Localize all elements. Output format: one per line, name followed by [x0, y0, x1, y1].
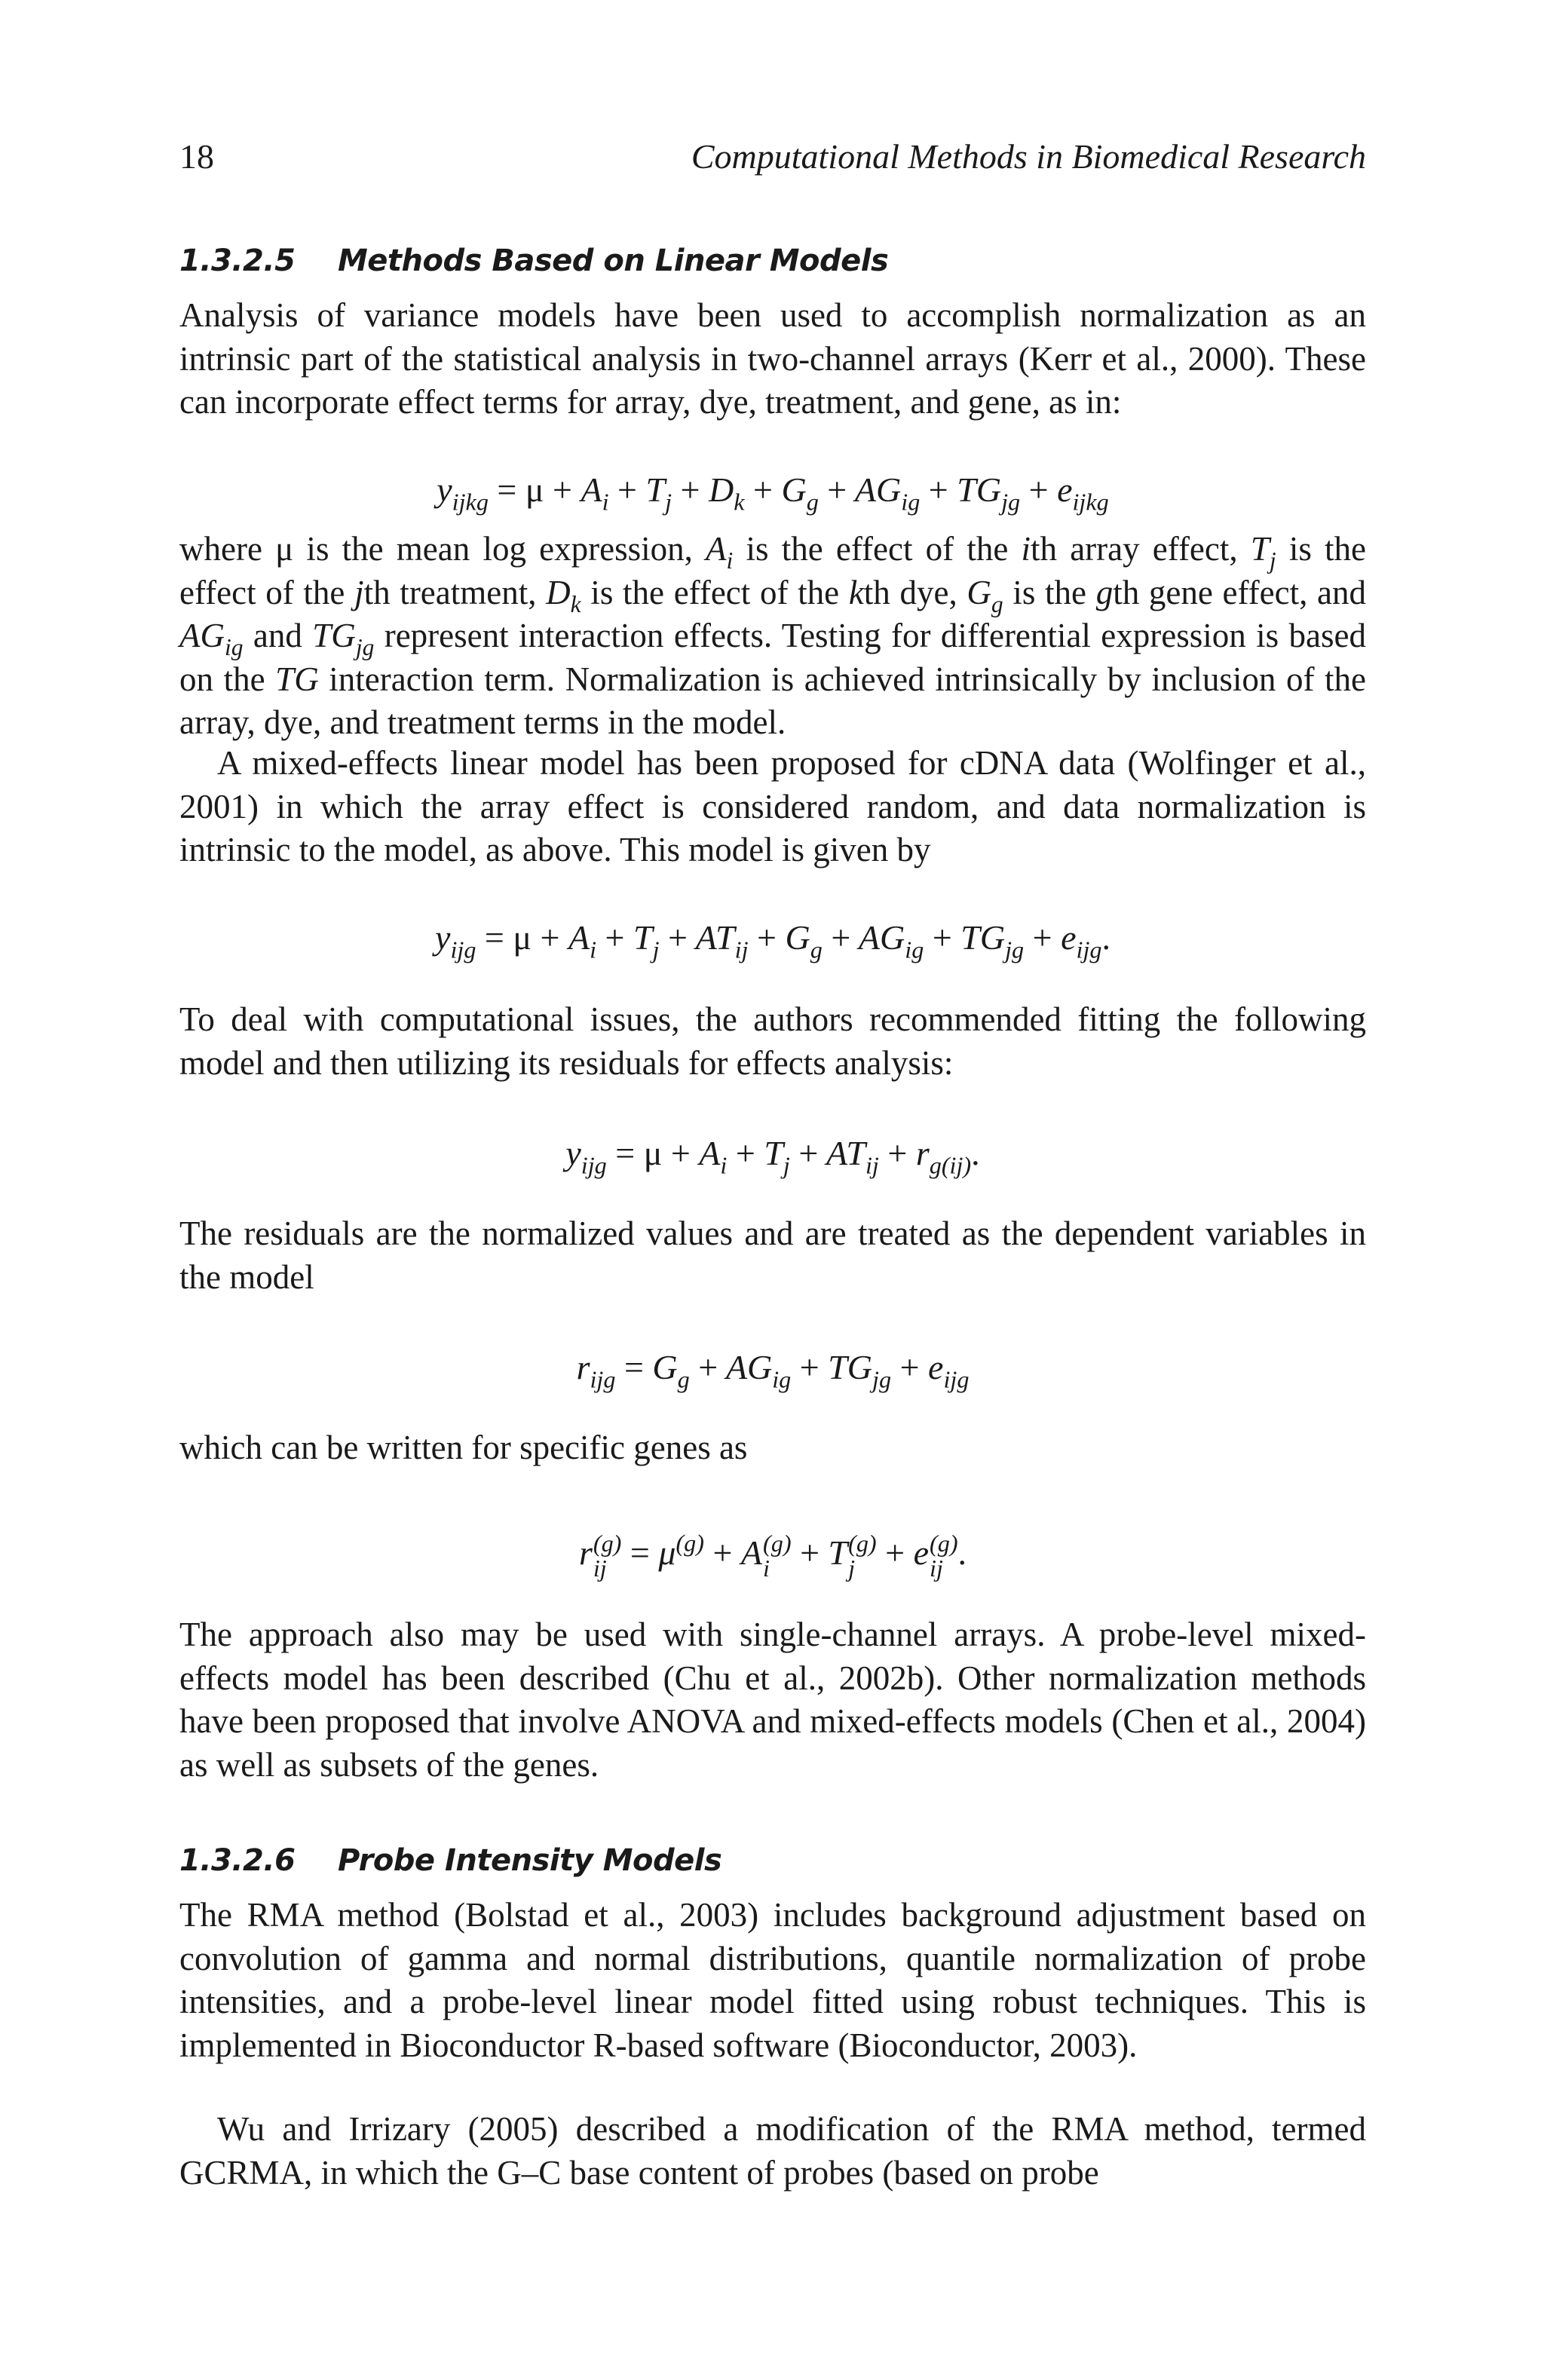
equation-1: $y_{ijkg} = \mu + A_i + T_j + D_k + G_g + AG_{ig} + TG_{jg} + e_{ijkg}$ — [437, 470, 1109, 516]
paragraph-single-channel: The approach also may be used with single-channel arrays. A probe-level mixed-effects model has been described (Chu et al., 2002b). Other normalization methods have been proposed that involve ANOVA and mixed-effects models (Chen et al., 2004) as well as subsets of the genes. — [179, 1616, 1366, 1784]
section-title: Methods Based on Linear Models — [338, 244, 889, 278]
book-page — [179, 0, 1366, 2380]
paragraph-gcrma: Wu and Irrizary (2005) described a modification of the RMA method, termed GCRMA, in which the G–C base content of probes (based on probe — [179, 2110, 1366, 2192]
paragraph-specific-genes: which can be written for specific genes as — [179, 1429, 748, 1466]
paragraph-residuals: The residuals are the normalized values and are treated as the dependent variables in the model — [179, 1215, 1366, 1296]
text-run: th treatment, — [363, 573, 547, 611]
section-heading — [179, 240, 1366, 282]
section-heading — [179, 1839, 1366, 1882]
section-title: Probe Intensity Models — [338, 1843, 722, 1878]
text-run: and — [243, 617, 313, 654]
text-run: is the effect of the — [179, 530, 1366, 611]
text-run: represent interaction effects. Testing for differential expression is based on the — [179, 617, 1366, 698]
page-number: 18 — [179, 137, 214, 176]
section-number: 1.3.2.5 — [179, 244, 296, 278]
section-probe-intensity — [179, 1839, 1366, 1882]
equation-2: $y_{ijg} = \mu + A_i + T_j + AT_{ij} + G_g + AG_{ig} + TG_{jg} + e_{ijg}$. — [435, 918, 1111, 963]
text-run: th array effect, — [1031, 530, 1251, 568]
paragraph-mixed-effects: A mixed-effects linear model has been proposed for cDNA data (Wolfinger et al., 2001) in which the array effect is considered random, and data normalization is intrinsic to the model, as above. This model is given by — [179, 744, 1366, 868]
equation-3: $y_{ijg} = \mu + A_i + T_j + AT_{ij} + r_{g(ij)}$. — [565, 1134, 980, 1179]
text-run: is the — [1003, 573, 1096, 611]
text-run: th gene effect, and — [1113, 573, 1367, 611]
equation-4: $r_{ijg} = G_g + AG_{ig} + TG_{jg} + e_{ijg}$ — [576, 1348, 970, 1393]
text-run: TG — [275, 660, 319, 698]
text-run: is the effect of the — [581, 573, 849, 611]
equation-5: r (g) ij = $\mu^{(g)} + A$ (g) i + T (g) j + e (g) ij . — [578, 1529, 967, 1582]
paragraph-rma: The RMA method (Bolstad et al., 2003) includes background adjustment based on convolution of gamma and normal distributions, quantile normalization of probe intensities, and a probe-level linear model fitted using robust techniques. This is implemented in Bioconductor R-based software (Bioconductor, 2003). — [179, 1896, 1366, 2064]
paragraph-computational: To deal with computational issues, the authors recommended fitting the following model and then utilizing its residuals for effects analysis: — [179, 1000, 1366, 1082]
paragraph-where: where μ is the mean log expression, $A_i$ is the effect of the ith array effect, $T_j$ is the effect of the jth treatment, $D_k$ is the effect of the kth dye, $G_g$ is the gth gene effect, and $AG_{ig}$ and $TG_{jg}$ represent interaction effects. Testing for differential expression is based on the TG interaction term. Normalization is achieved intrinsically by inclusion of the array, dye, and treatment terms in the model. — [179, 530, 1367, 741]
text-run: interaction term. Normalization is achieved intrinsically by inclusion of the array, dye, and treatment terms in the model. — [179, 660, 1366, 741]
section-number: 1.3.2.6 — [179, 1843, 296, 1878]
text-run: is the effect of the — [733, 530, 1022, 568]
book-title: Computational Methods in Biomedical Research — [691, 137, 1366, 176]
text-run: where μ is the mean log expression, — [179, 530, 706, 568]
paragraph-anova: Analysis of variance models have been used to accomplish normalization as an intrinsic part of the statistical analysis in two-channel arrays (Kerr et al., 2000). These can incorporate effect terms for array, dye, treatment, and gene, as in: — [179, 296, 1366, 421]
text-run: th dye, — [863, 573, 967, 611]
section-linear-models — [179, 240, 1366, 282]
